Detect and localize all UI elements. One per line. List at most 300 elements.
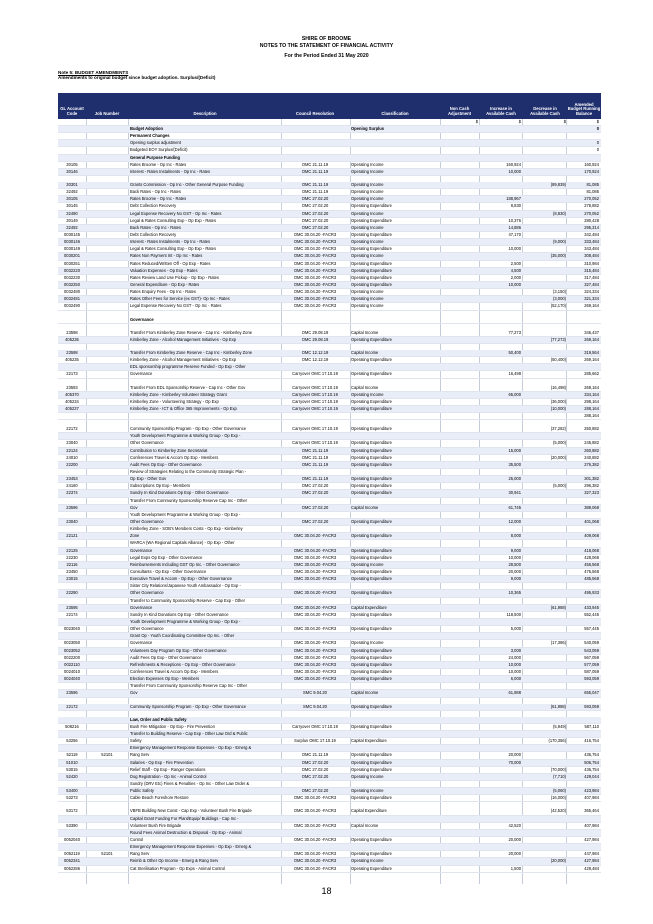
cell-bal: 407,984: [584, 822, 599, 828]
cell-inc: 10,000: [508, 668, 521, 674]
cell-dec: (10,000): [550, 405, 566, 411]
cell-desc: Community Sponsorship Program - Op Exp - Other Governance: [130, 703, 247, 709]
table-row: [58, 576, 601, 583]
cell-res: OMC 30.04.20 -FACR3: [293, 626, 337, 632]
cell-bal: 333,484: [584, 239, 599, 245]
table-row: [58, 555, 601, 562]
cell-bal: 506,754: [584, 759, 599, 765]
cell-code: 53390: [66, 822, 78, 828]
cell-inc: 20,000: [508, 569, 521, 575]
cell-code: 32492: [66, 189, 78, 195]
cell-dec: (3,150): [553, 289, 566, 295]
table-row: [58, 724, 601, 731]
cell-dec: (9,000): [553, 239, 566, 245]
cell-desc: Kimberley Zone - Volunteering Strategy - Op Exp: [130, 398, 219, 404]
table-row: [58, 246, 601, 253]
cell-cls: Capital Income: [351, 690, 379, 696]
cell-cls: Operating Expenditure: [351, 668, 392, 674]
table-row: [58, 147, 601, 154]
cell-dec: (20,000): [550, 454, 566, 460]
table-row: [58, 562, 601, 569]
cell-cls: Operating Expenditure: [351, 654, 392, 660]
cell-dec: (20,000): [550, 858, 566, 864]
cell-desc: Budgeted EOY Surplus/(Deficit): [130, 147, 188, 153]
cell-res: OMC 12.12.19: [301, 349, 329, 355]
cell-res: OMC 30.04.20 -FACR3: [293, 281, 337, 287]
cell-bal: 476,568: [584, 569, 599, 575]
cell-res: Carryover OMC 17.10.19: [292, 426, 338, 432]
cell-desc: Subscriptions Op Exp - Members: [130, 483, 191, 489]
cell-dec: (52,170): [550, 303, 566, 309]
cell-inc: 2,500: [510, 260, 521, 266]
table-row: [58, 169, 601, 176]
table-row: [58, 253, 601, 260]
cell-inc: $: [518, 119, 521, 124]
cell-desc: Executive Travel & Accom - Op Exp - Other Governance: [130, 576, 232, 582]
cell-cls: Operating Expenditure: [351, 274, 392, 280]
cell-res: SMC 9.04.20: [303, 703, 327, 709]
table-row: [58, 858, 601, 865]
table-row: [58, 392, 601, 399]
cell-res: OMC 30.04.20 -FACR3: [293, 303, 337, 309]
note-subtitle: Amendments to original budget since budget adoption. Surplus/(Deficit): [58, 75, 216, 80]
cell-bal: 288,164: [584, 413, 599, 419]
cell-bal: 260,882: [584, 447, 599, 453]
cell-cls: Operating Expenditure: [351, 766, 392, 772]
cell-res: OMC 30.04.20 -FACR3: [293, 822, 337, 828]
cell-desc: Interest - Rates Instalments - Op Inc - Rates: [130, 168, 211, 174]
table-row: [58, 289, 601, 296]
cell-res: OMC 30.04.20 -FACR3: [293, 569, 337, 575]
cell-code: 32490: [66, 210, 78, 216]
cell-desc: Volunteer Bush Fire Brigade: [130, 822, 182, 828]
table-row: [58, 626, 601, 633]
table-row: [58, 633, 601, 640]
cell-bal: 429,044: [584, 773, 599, 779]
cell-desc: Community Sponsorship Program - Op Exp - Other Governance: [130, 426, 247, 432]
cell-res: OMC 27.02.20: [301, 210, 329, 216]
cell-code: 53256: [66, 738, 78, 744]
cell-cls: Operating Expenditure: [351, 547, 392, 553]
table-row: [58, 498, 601, 505]
cell-code: 22124: [66, 447, 78, 453]
cell-dec: (7,710): [553, 773, 566, 779]
cell-bal: 270,052: [584, 210, 599, 216]
table-row: [58, 717, 601, 724]
cell-cls: Operating Income: [351, 391, 384, 397]
cell-desc: Gov: [130, 504, 138, 510]
cell-res: OMC 27.02.20: [301, 504, 329, 510]
cell-inc: 16,498: [508, 371, 521, 377]
cell-inc: 2,000: [510, 274, 521, 280]
table-row: [58, 119, 601, 126]
table-row: [58, 519, 601, 526]
cell-dec: (61,988): [550, 604, 566, 610]
table-row: [58, 189, 601, 196]
cell-desc: Round Fees Animal Destruction & Disposal - Op Exp - Animal: [130, 829, 242, 835]
cell-bal: 409,068: [584, 533, 599, 539]
cell-inc: 61,988: [508, 690, 521, 696]
cell-desc: Sundry (DRV Etc) Fines & Penalties - Op Inc - Other Law Order &: [130, 780, 250, 786]
cell-bal: 285,662: [584, 371, 599, 377]
cell-code: 32492: [66, 224, 78, 230]
cell-desc: Other Governance: [130, 626, 164, 632]
cell-dec: (36,000): [550, 398, 566, 404]
table-row: [58, 196, 601, 203]
table-row: [58, 598, 601, 605]
cell-inc: 188,967: [506, 196, 521, 202]
col-classification: Classification: [381, 111, 409, 117]
table-row: [58, 505, 601, 512]
cell-res: OMC 27.02.20: [301, 766, 329, 772]
cell-cls: Operating Income: [351, 210, 384, 216]
cell-desc: Governance: [130, 640, 153, 646]
cell-cls: Operating Expenditure: [351, 483, 392, 489]
cell-desc: EDL sponsorship programme Reserve Funded - Op Exp - Other: [130, 364, 246, 370]
cell-bal: 543,059: [584, 647, 599, 653]
cell-code: 0030146: [64, 239, 80, 245]
cell-desc: Review of Strategies Relating to the Community Strategic Plan -: [130, 469, 247, 475]
cell-inc: 70,000: [508, 759, 521, 765]
cell-code: 0030149: [64, 246, 80, 252]
cell-inc: 8,830: [510, 203, 521, 209]
cell-res: OMC 21.11.19: [301, 752, 329, 758]
cell-desc: Debt Collection Recovery: [130, 203, 177, 209]
cell-code: 0030201: [64, 253, 80, 259]
cell-bal: 321,334: [584, 296, 599, 302]
table-row: [58, 752, 601, 759]
cell-desc: Zone: [130, 533, 140, 539]
cell-dec: (3,000): [553, 296, 566, 302]
cell-bal: 416,754: [584, 738, 599, 744]
cell-inc: 9,000: [510, 547, 521, 553]
cell-code: 23040: [66, 519, 78, 525]
cell-nca: $: [475, 119, 478, 124]
cell-res: OMC 30.04.20 -FACR3: [293, 296, 337, 302]
cell-bal: 269,164: [584, 357, 599, 363]
cell-code: 22173: [66, 371, 78, 377]
table-row: [58, 483, 601, 490]
cell-desc: Op Exp - Other Gov: [130, 476, 167, 482]
table-row: [58, 203, 601, 210]
cell-bal: 310,984: [584, 260, 599, 266]
table-row: [58, 406, 601, 413]
cell-cls: Operating Expenditure: [351, 203, 392, 209]
cell-cls: Capital Expenditure: [351, 808, 387, 814]
cell-desc: Back Rates - Op Inc - Rates: [130, 189, 181, 195]
cell-res: OMC 30.04.20 -FACR3: [293, 836, 337, 842]
cell-res: OMC 30.04.20 -FACR3: [293, 274, 337, 280]
cell-code: 22200: [66, 461, 78, 467]
cell-dec: (16,498): [550, 384, 566, 390]
cell-cls: Operating Expenditure: [351, 576, 392, 582]
cell-res: OMC 27.02.20: [301, 217, 329, 223]
cell-inc: 47,170: [508, 231, 521, 237]
cell-desc: Sundry In Kind Donations Op Exp - Other Governance: [130, 611, 229, 617]
cell-code: 0023050: [64, 640, 80, 646]
cell-code: 23596: [66, 690, 78, 696]
table-row: [58, 399, 601, 406]
table-row: [58, 448, 601, 455]
cell-desc: Governance: [130, 604, 153, 610]
cell-cls: Operating Income: [351, 224, 384, 230]
cell-res: OMC 27.02.20: [301, 224, 329, 230]
table-row: [58, 745, 601, 752]
table-row: [58, 851, 601, 858]
cell-desc: Transfer From Kimberley Zone Reserve - Cap Inc - Kimberley Zone: [130, 329, 253, 335]
cell-code: 23450: [66, 569, 78, 575]
cell-inc: 10,376: [508, 217, 521, 223]
cell-code: 23453: [66, 476, 78, 482]
table-row: [58, 669, 601, 676]
cell-desc: Permanent Changes: [130, 133, 170, 139]
cell-bal: 577,059: [584, 661, 599, 667]
cell-res: OMC 30.04.20 -FACR3: [293, 289, 337, 295]
cell-dec: $: [563, 119, 566, 124]
cell-bal: 456,568: [584, 561, 599, 567]
cell-bal: 567,059: [584, 654, 599, 660]
cell-cls: Operating Income: [351, 189, 384, 195]
cell-inc: 10,000: [508, 554, 521, 560]
cell-dec: (70,000): [550, 766, 566, 772]
table-row: [58, 433, 601, 440]
cell-desc: Dog Registration - Op Inc - Animal Control: [130, 773, 207, 779]
table-row: [58, 469, 601, 476]
cell-cls: Capital Income: [351, 504, 379, 510]
cell-inc: 25,000: [508, 476, 521, 482]
col-amended-budget-balance: Amended Budget Running Balance: [567, 101, 601, 117]
cell-code: 30105: [66, 161, 78, 167]
cell-res: Carryover OMC 17.10.19: [292, 391, 338, 397]
cell-bal: 334,164: [584, 391, 599, 397]
cell-desc: Sister City Relations/Japanese Youth Ambassador - Op Exp -: [130, 583, 241, 589]
table-row: [58, 155, 601, 162]
cell-cls: Operating Expenditure: [351, 461, 392, 467]
cell-desc: Rang Serv: [130, 752, 150, 758]
table-row: [58, 704, 601, 711]
table-row: [58, 275, 601, 282]
cell-inc: 3,000: [510, 647, 521, 653]
cell-code: 23040: [66, 440, 78, 446]
cell-res: OMC 30.04.20 -FACR3: [293, 239, 337, 245]
notes-title: NOTES TO THE STATEMENT OF FINANCIAL ACTIVITY: [259, 43, 394, 49]
cell-inc: 30,941: [508, 490, 521, 496]
cell-cls: Operating Expenditure: [351, 440, 392, 446]
col-gl-account-code: GL Account Code: [60, 106, 84, 117]
cell-res: OMC 21.11.19: [301, 189, 329, 195]
cell-bal: 407,984: [584, 795, 599, 801]
cell-cls: Operating Expenditure: [351, 476, 392, 482]
cell-inc: 12,000: [508, 519, 521, 525]
cell-cls: Capital Income: [351, 329, 379, 335]
cell-desc: Rates Enquiry Fees - Op Inc - Rates: [130, 289, 196, 295]
cell-code: 0032480: [64, 289, 80, 295]
table-row: [58, 612, 601, 619]
cell-bal: 552,445: [584, 611, 599, 617]
cell-res: Surplus OMC 17.10.19: [294, 738, 336, 744]
cell-res: OMC 21.11.19: [301, 161, 329, 167]
cell-cls: Operating Income: [351, 773, 384, 779]
cell-cls: Operating Expenditure: [351, 398, 392, 404]
cell-cls: Operating Expenditure: [351, 647, 392, 653]
cell-dec: (5,000): [553, 440, 566, 446]
cell-res: OMC 21.11.19: [301, 181, 329, 187]
cell-cls: Operating Expenditure: [351, 703, 392, 709]
cell-dec: (170,356): [548, 738, 566, 744]
cell-desc: General Expenditure - Op Exp - Rates: [130, 281, 200, 287]
cell-cls: Operating Expenditure: [351, 554, 392, 560]
cell-res: OMC 27.02.20: [301, 490, 329, 496]
cell-desc: Audit Fees Op Exp - Other Governance: [130, 461, 202, 467]
cell-bal: 269,164: [584, 303, 599, 309]
cell-desc: Transfer From Community Sponsorship Reserve Cap Inc - Other: [130, 683, 248, 689]
col-non-cash-adjustment: Non Cash Adjustment: [447, 106, 472, 117]
cell-cls: Operating Expenditure: [351, 490, 392, 496]
cell-res: OMC 30.04.20 -FACR3: [293, 851, 337, 857]
cell-cls: Operating Income: [351, 296, 384, 302]
table-row: [58, 282, 601, 289]
cell-bal: 401,068: [584, 519, 599, 525]
cell-bal: 436,754: [584, 752, 599, 758]
cell-res: Carryover OMC 17.10.19: [292, 723, 338, 729]
table-row: [58, 548, 601, 555]
cell-bal: 0: [596, 140, 599, 146]
cell-dec: (5,000): [553, 483, 566, 489]
cell-cls: Capital Expenditure: [351, 738, 387, 744]
cell-code: 53172: [66, 808, 78, 814]
cell-res: OMC 30.04.20 -FACR3: [293, 865, 337, 871]
cell-code: 23593: [66, 384, 78, 390]
table-row: [58, 795, 601, 802]
table-row: [58, 619, 601, 626]
cell-code: 0024040: [64, 676, 80, 682]
cell-desc: Conferences Travel & Accom Op Exp - Members: [130, 668, 219, 674]
cell-code: 23598: [66, 329, 78, 335]
table-row: [58, 317, 601, 324]
cell-cls: Operating Expenditure: [351, 454, 392, 460]
cell-job: 52101: [101, 752, 113, 758]
cell-cls: Operating Income: [351, 303, 384, 309]
cell-cls: Operating Income: [351, 289, 384, 295]
cell-bal: 295,314: [584, 224, 599, 230]
cell-bal: 296,382: [584, 483, 599, 489]
cell-res: OMC 30.04.20 -FACR3: [293, 231, 337, 237]
cell-code: 0032220: [64, 267, 80, 273]
cell-code: 23596: [66, 504, 78, 510]
cell-code: 22290: [66, 590, 78, 596]
cell-inc: 35,500: [508, 461, 521, 467]
cell-desc: Salaries - Op Exp - Fire Prevention: [130, 759, 194, 765]
cell-dec: (61,988): [550, 703, 566, 709]
cell-inc: 118,500: [506, 611, 521, 617]
cell-cls: Opening Surplus: [351, 126, 384, 131]
cell-dec: (16,000): [550, 795, 566, 801]
cell-inc: 10,365: [508, 590, 521, 596]
cell-inc: 9,000: [510, 576, 521, 582]
table-row: [58, 823, 601, 830]
cell-code: 405370: [65, 391, 79, 397]
shire-title: SHIRE OF BROOME: [301, 36, 352, 42]
cell-cls: Capital Expenditure: [351, 604, 387, 610]
cell-desc: Governance: [130, 547, 153, 553]
table-header: [58, 93, 601, 119]
table-row: [58, 640, 601, 647]
cell-cls: Operating Income: [351, 161, 384, 167]
cell-cls: Operating Expenditure: [351, 626, 392, 632]
table-row: [58, 239, 601, 246]
cell-cls: Operating Expenditure: [351, 217, 392, 223]
cell-bal: 429,484: [584, 865, 599, 871]
cell-cls: Operating Income: [351, 253, 384, 259]
table-row: [58, 781, 601, 788]
cell-desc: WARCA (WA Regional Capitals Alliance) - Op Exp - Other: [130, 540, 235, 546]
cell-inc: 10,000: [508, 246, 521, 252]
cell-res: OMC 29.08.19: [301, 329, 329, 335]
cell-desc: Transfer From Community Sponsorship Reserve Cap Inc - Other: [130, 497, 248, 503]
cell-bal: $: [596, 119, 599, 124]
cell-bal: 288,164: [584, 405, 599, 411]
cell-cls: Operating Expenditure: [351, 267, 392, 273]
cell-job: 52101: [101, 851, 113, 857]
cell-res: Carryover OMC 17.10.19: [292, 405, 338, 411]
table-row: [58, 268, 601, 275]
table-row: [58, 774, 601, 781]
cell-res: Carryover OMC 17.10.19: [292, 384, 338, 390]
cell-desc: Safety: [130, 738, 142, 744]
cell-code: 23595: [66, 604, 78, 610]
cell-desc: Control: [130, 836, 144, 842]
cell-res: OMC 30.04.20 -FACR3: [293, 576, 337, 582]
table-row: [58, 296, 601, 303]
cell-cls: Operating Expenditure: [351, 795, 392, 801]
cell-bal: 587,110: [584, 723, 599, 729]
cell-cls: Operating Income: [351, 640, 384, 646]
cell-res: OMC 30.04.20 -FACR3: [293, 604, 337, 610]
cell-res: OMC 30.04.20 -FACR3: [293, 246, 337, 252]
cell-desc: Legal Exps Op Exp - Other Governance: [130, 554, 203, 560]
cell-desc: Rates Broome - Op Inc - Rates: [130, 161, 187, 167]
cell-bal: 485,568: [584, 576, 599, 582]
cell-bal: 298,164: [584, 398, 599, 404]
cell-code: 52420: [66, 773, 78, 779]
cell-inc: 50,400: [508, 349, 521, 355]
cell-cls: Operating Expenditure: [351, 569, 392, 575]
cell-bal: 308,484: [584, 253, 599, 259]
cell-bal: 540,059: [584, 640, 599, 646]
table-row: [58, 476, 601, 483]
cell-desc: Transfer to Community Sponsorship Reserve - Cap Exp - Other: [130, 597, 245, 603]
table-row: [58, 162, 601, 169]
cell-res: OMC 30.04.20 -FACR3: [293, 533, 337, 539]
cell-code: 30149: [66, 217, 78, 223]
cell-res: OMC 30.04.20 -FACR3: [293, 668, 337, 674]
cell-dec: (5,949): [553, 723, 566, 729]
cell-desc: Rang Serv: [130, 851, 150, 857]
cell-code: 53400: [66, 788, 78, 794]
cell-dec: (37,282): [550, 426, 566, 432]
cell-desc: Reimb & Other Op Income - Emerg & Rang Serv: [130, 858, 219, 864]
cell-desc: Rates Other Fees for Service (ex GST)- Op Inc - Rates: [130, 296, 230, 302]
cell-desc: Law, Order and Public Safety: [130, 716, 187, 722]
cell-bal: 495,933: [584, 590, 599, 596]
cell-code: 0022110: [64, 661, 80, 667]
table-row: [58, 690, 601, 697]
table-row: [58, 648, 601, 655]
table-row: [58, 583, 601, 590]
cell-cls: Operating Expenditure: [351, 357, 392, 363]
cell-res: OMC 30.04.20 -FACR3: [293, 561, 337, 567]
cell-code: 405234: [65, 398, 79, 404]
